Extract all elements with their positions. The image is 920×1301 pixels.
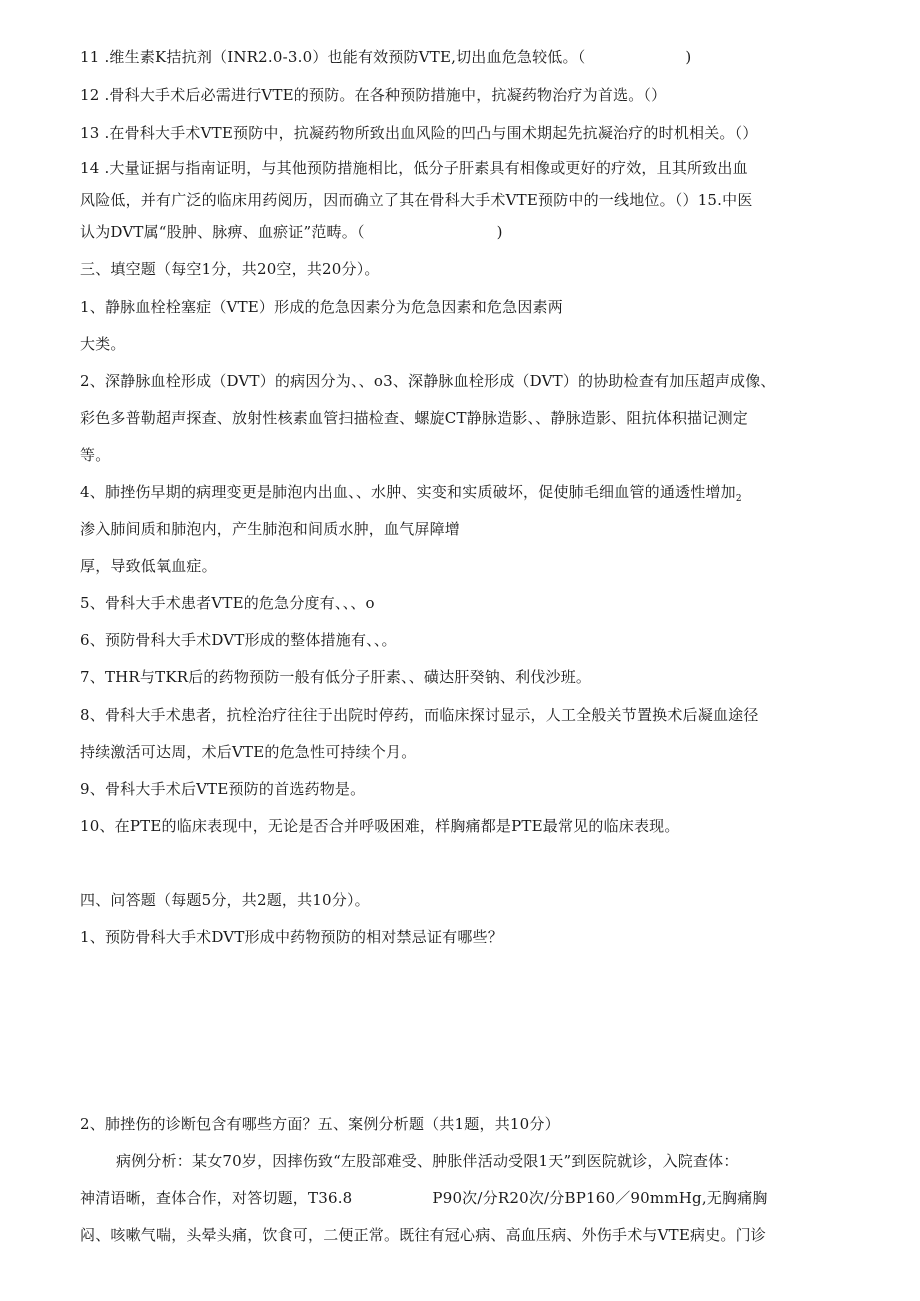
question-11: 11 .维生素K拮抗剂（INR2.0-3.0）也能有效预防VTE,切出血危急较低。（ )	[80, 48, 692, 66]
question-12: 12 .骨科大手术后必需进行VTE的预防。在各种预防措施中，抗凝药物治疗为首选。（）	[80, 86, 667, 104]
fill-4-line-2: 渗入肺间质和肺泡内，产生肺泡和间质水肿，血气屏障增	[80, 520, 461, 538]
fill-8-line-2: 持续激活可达周，术后VTE的危急性可持续个月。	[80, 743, 417, 761]
fill-2-line-1: 2、深静脉血栓形成（DVT）的病因分为、、o3、深静脉血栓形成（DVT）的协助检查有加压超声成像、	[80, 372, 776, 390]
section-4-heading: 四、问答题（每题5分，共2题，共10分）。	[80, 891, 370, 909]
case-line-3: 闷、咳嗽气喘，头晕头痛，饮食可，二便正常。既往有冠心病、高血压病、外伤手术与VTE病史。门诊	[80, 1226, 766, 1244]
fill-10: 10、在PTE的临床表现中，无论是否合并呼吸困难，样胸痛都是PTE最常见的临床表现。	[80, 817, 680, 835]
fill-8-line-1: 8、骨科大手术患者，抗栓治疗往往于出院时停药，而临床探讨显示，人工全般关节置换术后凝血途径	[80, 706, 759, 724]
section-3-heading: 三、填空题（每空1分，共20空，共20分）。	[80, 260, 380, 278]
fill-5: 5、骨科大手术患者VTE的危急分度有、、、o	[80, 594, 375, 612]
question-14-line-2: 风险低，并有广泛的临床用药阅历，因而确立了其在骨科大手术VTE预防中的一线地位。（）15.中医	[80, 191, 753, 209]
question-15-line: 认为DVT属“股肿、脉痹、血瘀证”范畴。（ )	[80, 223, 503, 241]
fill-4-line-3: 厚，导致低氧血症。	[80, 557, 217, 575]
question-13: 13 .在骨科大手术VTE预防中，抗凝药物所致出血风险的凹凸与围术期起先抗凝治疗的时机相关。（）	[80, 124, 758, 142]
fill-2-line-2: 彩色多普勒超声探查、放射性核素血管扫描检查、螺旋CT静脉造影、、静脉造影、阻抗体积描记测定	[80, 409, 748, 427]
fill-2-line-3: 等。	[80, 446, 111, 464]
fill-9: 9、骨科大手术后VTE预防的首选药物是。	[80, 780, 366, 798]
case-line-2: 神清语晰，查体合作，对答切题，T36.8 P90次/分R20次/分BP160／90mmHg,无胸痛胸	[80, 1189, 768, 1207]
case-line-1: 病例分析：某女70岁，因摔伤致“左股部难受、肿胀伴活动受限1天”到医院就诊，入院查体：	[116, 1152, 739, 1170]
essay-question-1: 1、预防骨科大手术DVT形成中药物预防的相对禁忌证有哪些？	[80, 928, 503, 946]
fill-6: 6、预防骨科大手术DVT形成的整体措施有、、。	[80, 631, 397, 649]
essay-question-2: 2、肺挫伤的诊断包含有哪些方面？五、案例分析题（共1题，共10分）	[80, 1115, 560, 1133]
fill-4-line-1: 4、肺挫伤早期的病理变更是肺泡内出血、、水肿、实变和实质破坏，促使肺毛细血管的通透性增加$_2$	[80, 483, 742, 504]
question-14-line-1: 14 .大量证据与指南证明，与其他预防措施相比，低分子肝素具有相像或更好的疗效，且其所致出血	[80, 159, 748, 177]
fill-7: 7、THR与TKR后的药物预防一般有低分子肝素、、磺达肝癸钠、利伐沙班。	[80, 668, 592, 686]
fill-1-line-1: 1、静脉血栓栓塞症（VTE）形成的危急因素分为危急因素和危急因素两	[80, 298, 563, 316]
fill-1-line-2: 大类。	[80, 335, 126, 353]
